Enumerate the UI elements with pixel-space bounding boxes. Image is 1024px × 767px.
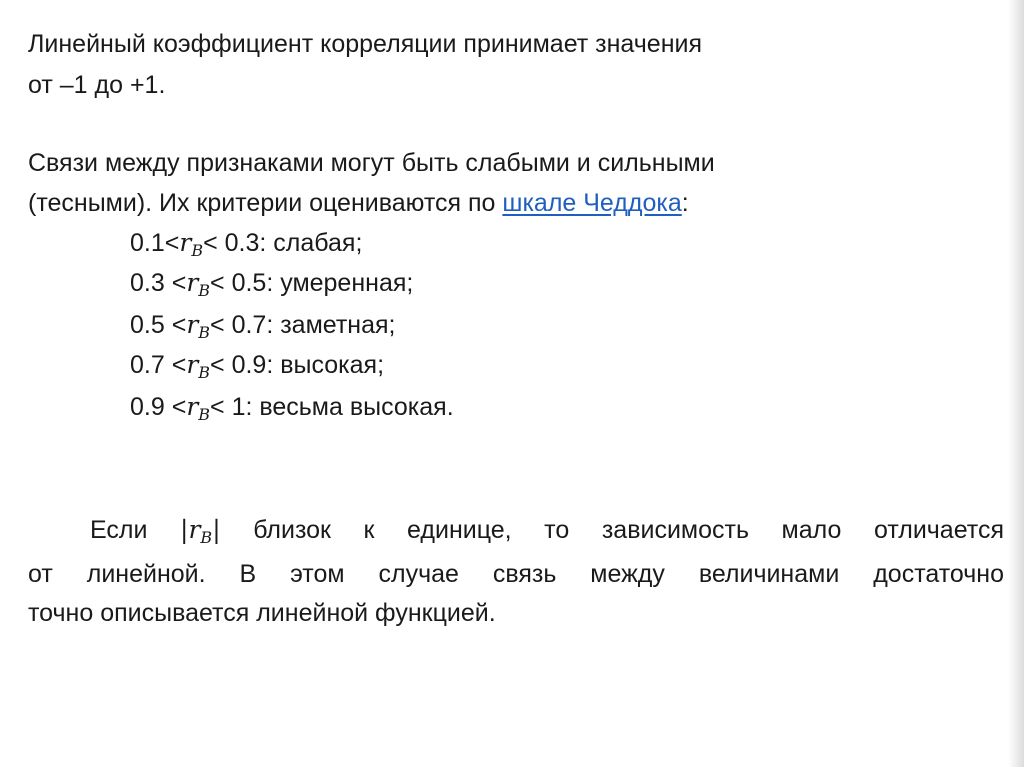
scale-upper-bound: < 0.9: высокая; bbox=[210, 351, 385, 379]
variable-subscript: B bbox=[200, 528, 213, 547]
scale-upper-bound: < 0.7: заметная; bbox=[210, 311, 396, 339]
variable-subscript: B bbox=[191, 241, 204, 260]
scale-item-moderate bbox=[130, 268, 413, 301]
variable-symbol: r bbox=[186, 310, 199, 339]
chaddock-scale-link[interactable]: шкале Чеддока bbox=[502, 189, 682, 217]
scale-lower-bound: 0.9 < bbox=[130, 393, 187, 421]
conclusion-line-1 bbox=[90, 515, 1004, 548]
variable-subscript: B bbox=[198, 281, 211, 300]
scale-lower-bound: 0.5 < bbox=[130, 311, 187, 339]
variable-subscript: B bbox=[198, 363, 211, 382]
variable-symbol: r bbox=[186, 392, 199, 421]
conclusion-line-2: от линейной. В этом случае связь между величинами достаточно bbox=[28, 560, 1004, 588]
strength-line-2-text: (тесными). Их критерии оцениваются по bbox=[28, 189, 503, 217]
variable-subscript: B bbox=[198, 405, 211, 424]
scale-lower-bound: 0.7 < bbox=[130, 351, 187, 379]
scale-upper-bound: < 1: весьма высокая. bbox=[210, 393, 454, 421]
abs-bar-close: | bbox=[212, 515, 221, 544]
scale-upper-bound: < 0.5: умеренная; bbox=[210, 269, 414, 297]
strength-line-2 bbox=[28, 188, 689, 218]
conclusion-line-3: точно описывается линейной функцией. bbox=[28, 599, 496, 627]
intro-line-1: Линейный коэффициент корреляции принимает значения bbox=[28, 30, 703, 58]
variable-subscript: B bbox=[198, 323, 211, 342]
variable-symbol: r bbox=[186, 350, 199, 379]
scale-lower-bound: 0.1< bbox=[130, 229, 180, 257]
scale-item-weak bbox=[130, 228, 362, 261]
intro-line-2: от –1 до +1. bbox=[28, 71, 166, 99]
scale-lower-bound: 0.3 < bbox=[130, 269, 187, 297]
scale-item-very-high bbox=[130, 392, 454, 425]
scale-item-high bbox=[130, 350, 384, 383]
scale-upper-bound: < 0.3: слабая; bbox=[203, 229, 363, 257]
variable-symbol: r bbox=[186, 268, 199, 297]
strength-line-1: Связи между признаками могут быть слабыми и сильными bbox=[28, 149, 715, 177]
conclusion-if: Если bbox=[90, 516, 181, 544]
scale-item-noticeable bbox=[130, 310, 396, 343]
slide-edge-shadow bbox=[1008, 0, 1024, 767]
variable-symbol: r bbox=[188, 515, 201, 544]
variable-symbol: r bbox=[179, 228, 192, 257]
abs-bar-open: | bbox=[180, 515, 189, 544]
strength-line-2-colon: : bbox=[681, 189, 689, 217]
conclusion-line-1-text: близок к единице, то зависимость мало отличается bbox=[220, 516, 1004, 544]
